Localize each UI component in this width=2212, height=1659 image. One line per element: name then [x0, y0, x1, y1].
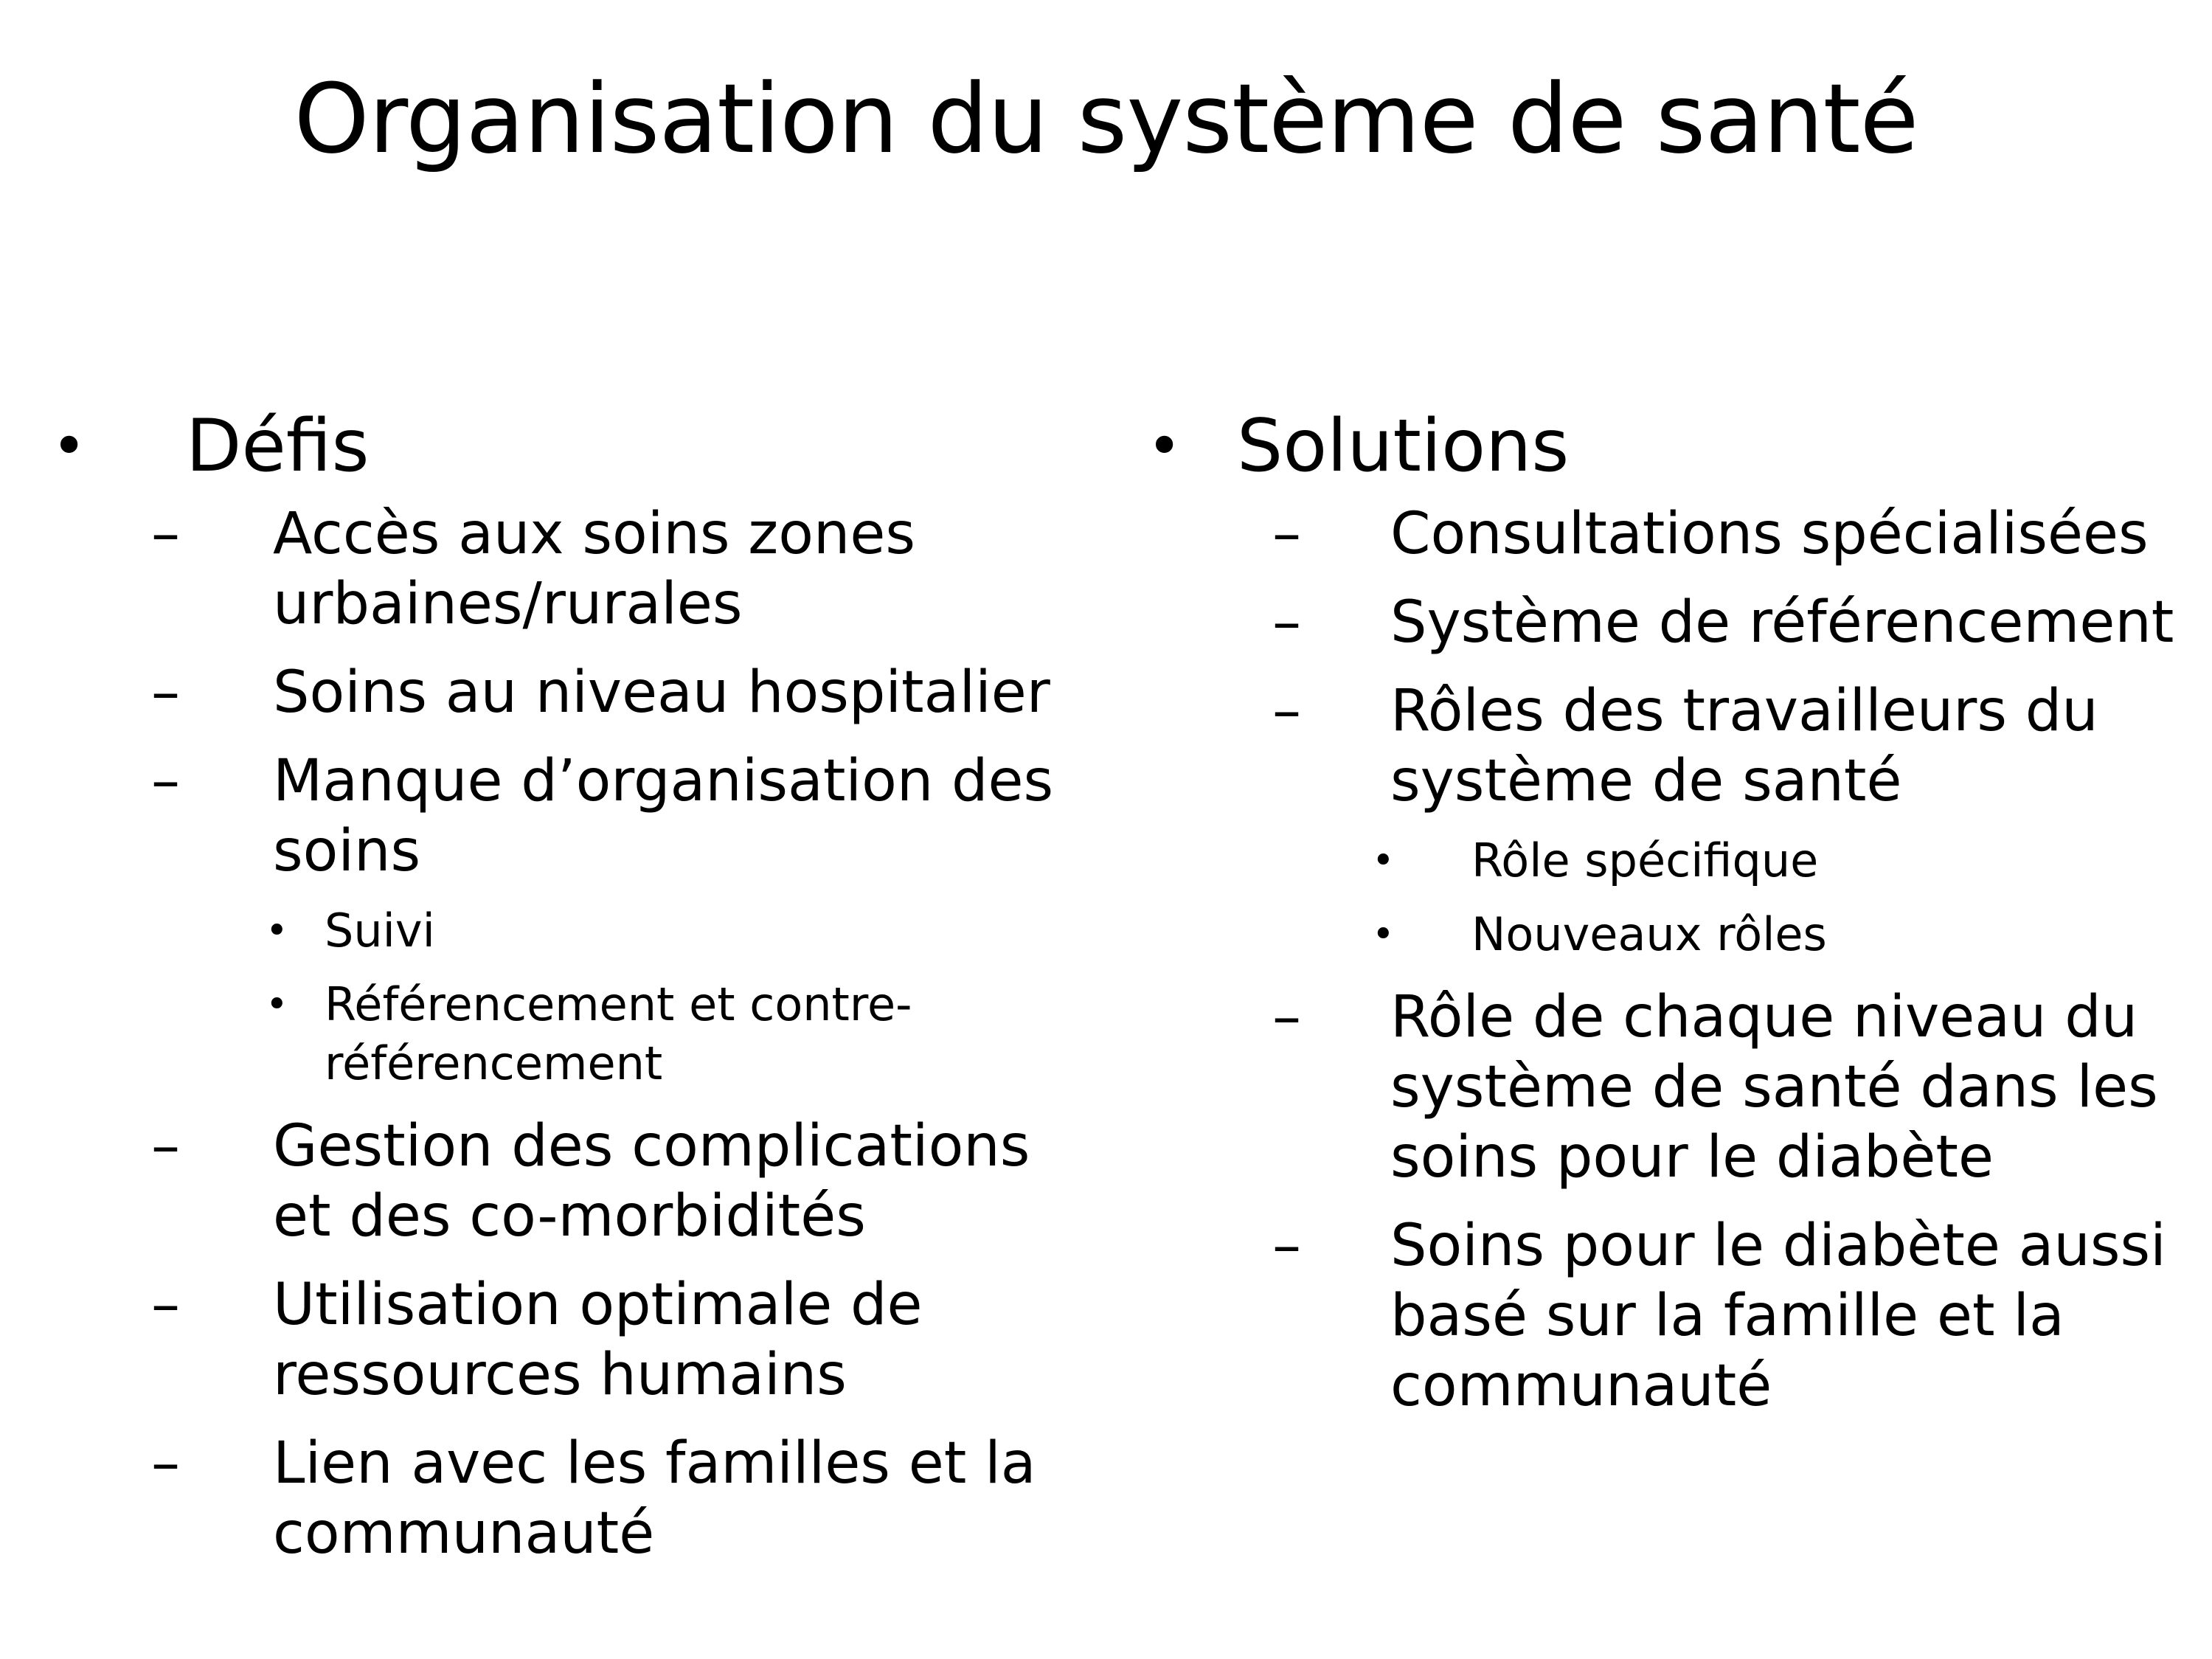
dash-icon: – — [151, 1272, 180, 1338]
dash-icon: – — [1272, 589, 1301, 656]
list-item-text: Accès aux soins zones urbaines/rurales — [273, 501, 915, 637]
list-item-text: Soins au niveau hospitalier — [273, 659, 1050, 726]
dash-icon: – — [1272, 501, 1301, 567]
list-item — [1272, 499, 2209, 569]
dash-icon: – — [151, 1430, 180, 1497]
slide-title: Organisation du système de santé — [294, 63, 1918, 175]
list-item — [1272, 1211, 2209, 1421]
sub-list-item — [1372, 831, 2209, 890]
bullet-icon: • — [266, 983, 288, 1027]
list-item — [151, 1429, 1099, 1569]
bullet-icon: • — [1372, 912, 1395, 957]
list-item-text: Consultations spécialisées — [1390, 501, 2149, 567]
dash-icon: – — [1272, 1213, 1301, 1279]
challenges-heading-row — [52, 402, 1099, 491]
bullet-icon: • — [52, 412, 87, 480]
list-item-text: Rôles des travailleurs du système de santé — [1390, 678, 2098, 814]
list-item — [151, 1270, 1099, 1410]
dash-icon: – — [151, 1113, 180, 1180]
challenges-column — [52, 402, 1099, 1569]
list-item-text: Manque d’organisation des soins — [273, 748, 1054, 884]
dash-icon: – — [1272, 678, 1301, 744]
list-item — [1272, 676, 2209, 817]
list-item-text: Utilisation optimale de ressources humains — [273, 1272, 923, 1408]
sub-list-item-text: Référencement et contre-référencement — [325, 977, 912, 1090]
solutions-heading: Solutions — [1237, 404, 1570, 488]
sub-list-item-text: Nouveaux rôles — [1471, 907, 1827, 961]
list-item — [151, 1112, 1099, 1252]
dash-icon: – — [1272, 984, 1301, 1050]
bullet-icon: • — [266, 909, 288, 953]
list-item — [1272, 588, 2209, 658]
list-item — [151, 747, 1099, 887]
sub-list-item — [266, 975, 1099, 1093]
bullet-icon: • — [1372, 839, 1395, 883]
sub-list-item-text: Suivi — [325, 904, 435, 957]
list-item-text: Rôle de chaque niveau du système de santé dans les soins pour le diabète — [1390, 984, 2158, 1191]
solutions-column — [1147, 402, 2209, 1421]
challenges-heading: Défis — [186, 404, 370, 488]
list-item-text: Lien avec les familles et la communauté — [273, 1430, 1036, 1567]
sub-list-item — [266, 901, 1099, 960]
dash-icon: – — [151, 659, 180, 726]
list-item-text: Système de référencement — [1390, 589, 2174, 656]
dash-icon: – — [151, 501, 180, 567]
list-item — [151, 499, 1099, 640]
bullet-icon: • — [1147, 412, 1182, 480]
sub-list-item — [1372, 905, 2209, 964]
sub-list-item-text: Rôle spécifique — [1471, 834, 1819, 887]
dash-icon: – — [151, 748, 180, 814]
list-item — [151, 658, 1099, 728]
list-item-text: Gestion des complications et des co-morbidités — [273, 1113, 1030, 1250]
solutions-heading-row — [1147, 402, 2209, 491]
list-item — [1272, 983, 2209, 1193]
list-item-text: Soins pour le diabète aussi basé sur la famille et la communauté — [1390, 1213, 2166, 1419]
